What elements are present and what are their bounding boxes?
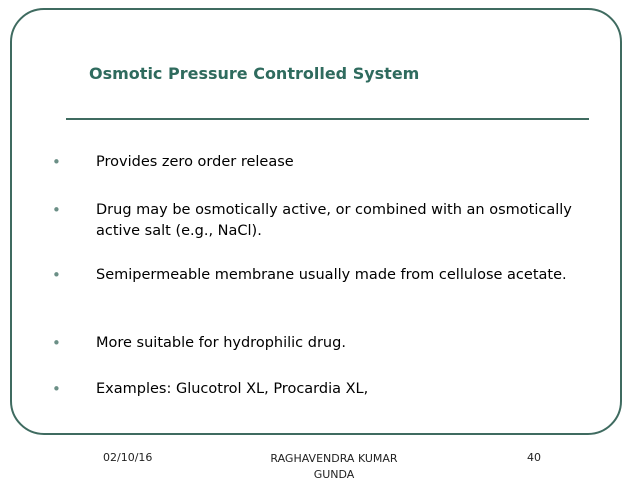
bullet-text: Drug may be osmotically active, or combined with an osmotically active salt (e.g., NaCl). xyxy=(96,202,572,239)
bullet-text: More suitable for hydrophilic drug. xyxy=(96,335,346,351)
bullet-text: Semipermeable membrane usually made from cellulose acetate. xyxy=(96,267,567,283)
bullet-icon: • xyxy=(52,201,61,219)
footer-page-number: 40 xyxy=(527,451,541,464)
bullet-icon: • xyxy=(52,380,61,398)
title-divider xyxy=(66,118,589,120)
bullet-text: Examples: Glucotrol XL, Procardia XL, xyxy=(96,381,369,397)
bullet-icon: • xyxy=(52,266,61,284)
footer-author: RAGHAVENDRA KUMAR GUNDA xyxy=(270,452,398,479)
bullet-icon: • xyxy=(52,153,61,171)
bullet-icon: • xyxy=(52,334,61,352)
bullet-text: Provides zero order release xyxy=(96,154,294,170)
slide-title: Osmotic Pressure Controlled System xyxy=(89,64,420,83)
footer-date: 02/10/16 xyxy=(103,451,153,464)
